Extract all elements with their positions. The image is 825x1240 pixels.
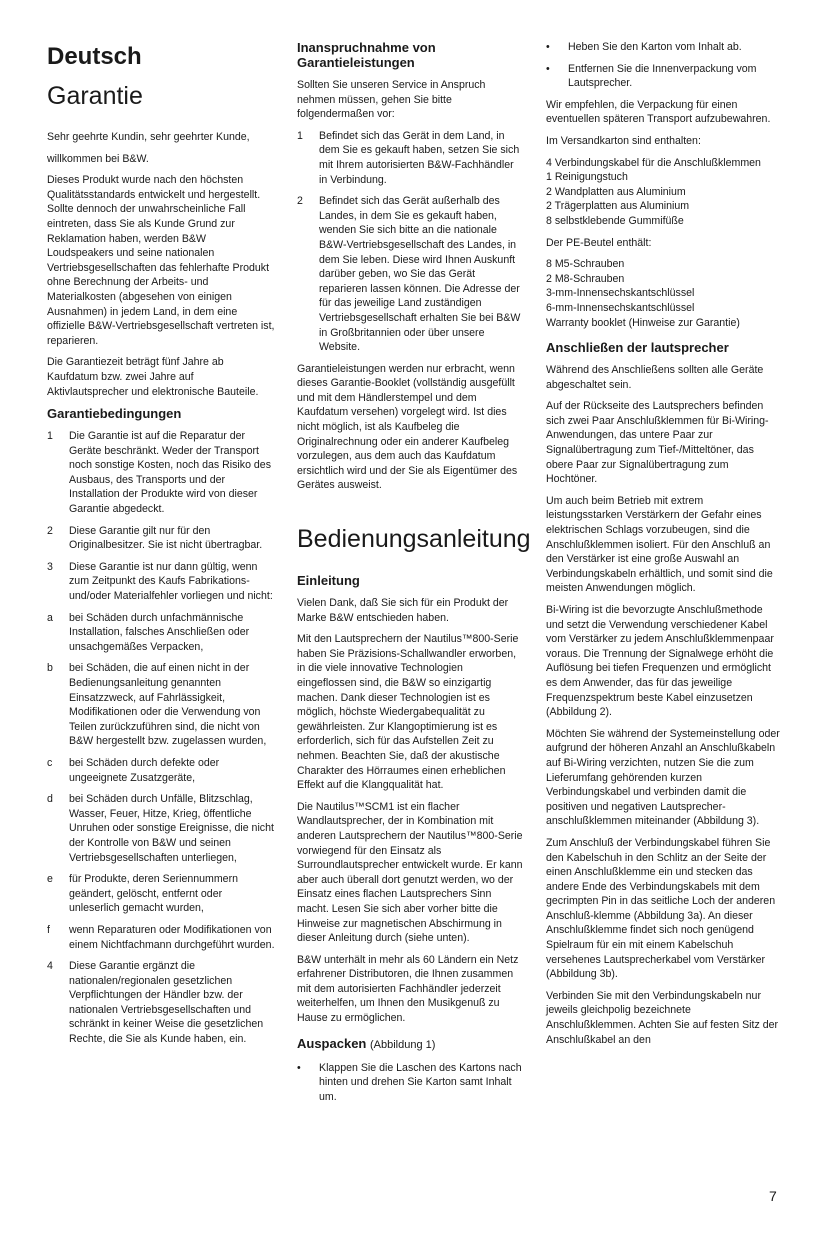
list-marker: 1 (47, 430, 53, 443)
list-marker: d (47, 793, 53, 806)
heading-text: Auspacken (297, 1035, 367, 1051)
bullet-item (546, 40, 780, 55)
list-item (47, 429, 275, 517)
list-text: Diese Garantie ist nur dann gültig, wenn zum Zeitpunkt des Kaufs Fabrikations- und/oder Materialfehler vorliegen und nicht: (69, 560, 273, 603)
paragraph: Sehr geehrte Kundin, sehr geehrter Kunde, (47, 131, 250, 143)
heading-auspacken (297, 1036, 523, 1053)
column-2 (297, 40, 531, 1111)
paragraph: Verbinden Sie mit den Verbindungskabeln nur jeweils gleichpolig bezeichnete Anschlußklemmen. Achten Sie auf festen Sitz der Anschlußkabel an den (546, 989, 779, 1046)
list-marker: 2 (47, 524, 53, 537)
list-item (47, 872, 275, 916)
list-marker: 3 (47, 560, 53, 573)
list-marker: b (47, 662, 53, 675)
bullet-marker: • (546, 41, 550, 53)
list-marker: c (47, 756, 53, 769)
heading-einleitung: Einleitung (297, 573, 360, 589)
paragraph: Dieses Produkt wurde nach den höchsten Qualitätsstandards entwickelt und hergestellt. Sollte dennoch der unwahrscheinliche Fall eintreten, dass Sie als Kunde Grund zur Reklamation haben, werden B&W Loudspeakers und seine nationalen Vertriebsgesellschaften das fehlerhafte Produkt ohne Berechnung der Arbeits- und Materialkosten (abgesehen von einigen Ausnahmen) in jedem Land, in dem eine offizielle B&W-Vertriebsgesellschaft vertreten ist, reparieren. (47, 174, 275, 347)
list-item (47, 792, 275, 865)
content-line: Warranty booklet (Hinweise zur Garantie) (546, 316, 740, 329)
heading-garantiebedingungen: Garantiebedingungen (47, 406, 182, 422)
bullet-marker: • (297, 1061, 301, 1074)
list-text: wenn Reparaturen oder Modifikationen von einem Nichtfachmann durchgeführt wurden. (69, 923, 275, 951)
list-text: bei Schäden durch Unfälle, Blitzschlag, Wasser, Feuer, Hitze, Krieg, öffentliche Unruhen oder sonstige Ereignisse, die nicht der Kontrolle von B&W und seinen Vertriebsgesellschaften unterliegen, (69, 793, 274, 864)
content-line: 8 M5-Schrauben (546, 258, 625, 271)
paragraph: B&W unterhält in mehr als 60 Ländern ein Netz erfahrener Distributoren, die Ihnen zusammen mit dem autorisierten Fachhändler jederzeit weiterhelfen, um Ihnen den Musikgenuß zu Hause zu ermöglichen. (297, 953, 519, 1025)
list-item (47, 560, 275, 604)
list-text: Die Garantie ist auf die Reparatur der Geräte beschränkt. Weder der Transport noch sonstige Kosten, noch das Risiko des Ausbaus, des Transports und der Installation der Produkte wird von dieser Garantie abgedeckt. (69, 430, 271, 516)
content-line: 1 Reinigungstuch (546, 171, 628, 184)
list-marker: e (47, 873, 53, 886)
bullet-item (546, 62, 780, 91)
page-number: 7 (769, 1188, 777, 1204)
list-text: Heben Sie den Karton vom Inhalt ab. (568, 41, 742, 53)
paragraph: Vielen Dank, daß Sie sich für ein Produkt der Marke B&W entschieden haben. (297, 597, 509, 624)
list-item (47, 923, 275, 952)
list-item (47, 524, 275, 553)
paragraph: Die Nautilus™SCM1 ist ein flacher Wandlautsprecher, der in Kombination mit anderen Lautsprechern der Nautilus™800-Serie vorwiegend für den Einsatz als Surroundlautsprecher entwickelt wurde. Er kann aber auch überall dort genutzt werden, wo der Einsatz eines flachen Lautsprechers Sinn macht. Lesen Sie sich aber vorher bitte die Hinweise zur magnetischen Abschirmung in dieser Anleitung durch (siehe unten). (297, 800, 523, 945)
conditions-list (47, 429, 275, 1047)
content-line: 6-mm-Innensechskantschlüssel (546, 301, 695, 314)
list-text: für Produkte, deren Seriennummern geändert, gelöscht, entfernt oder unleserlich gemacht wurden, (69, 873, 238, 915)
content-line: 2 Trägerplatten aus Aluminium (546, 200, 690, 213)
list-text: bei Schäden durch unfachmännische Installation, falsches Anschließen oder unsachgemäßes Verpacken, (69, 611, 250, 653)
paragraph: Um auch beim Betrieb mit extrem leistungsstarken Verstärkern der Gefahr eines elektrischen Schlags vorzubeugen, sind die Anschlußklemmen isoliert. Für den Anschluß an den Verstärker ist eine große Auswahl an Verbindungskabeln erhältlich, und somit sind die meisten Anwendungen möglich. (546, 494, 773, 595)
content-line: 2 M8-Schrauben (546, 272, 625, 285)
content-line: 8 selbstklebende Gummifüße (546, 214, 684, 227)
column-3 (546, 40, 780, 1054)
list-marker: 4 (47, 960, 53, 973)
carton-contents (546, 156, 780, 229)
paragraph: Der PE-Beutel enthält: (546, 236, 652, 249)
paragraph: Mit den Lautsprechern der Nautilus™800-Serie haben Sie Präzisions-Schallwandler erworben, in die viele innovative Technologien eingeflossen sind, die B&W so einzigartig machen. Dank dieser Technologien ist es möglich, höchste Wiedergabequalität zu gewährleisten. Zur Klangoptimierung ist es erforderlich, sich für das Aufstellen Zeit zu nehmen. Beachten Sie, daß der akustische Charakter des Hörraumes einen erheblichen Effekt auf die Klangqualität hat. (297, 633, 519, 792)
list-text: Diese Garantie ergänzt die nationalen/regionalen gesetzlichen Verpflichtungen der Händler bzw. der nationalen Vertriebsgesellschaften und schränkt in keiner Weise die gesetzlichen Rechte, die Sie als Kunde haben, ein. (69, 960, 264, 1046)
list-marker: f (47, 923, 50, 936)
service-steps-list (297, 129, 523, 355)
list-text: Entfernen Sie die Innenverpackung vom Lautsprecher. (568, 62, 757, 90)
paragraph: Zum Anschluß der Verbindungskabel führen Sie den Kabelschuh in den Schlitz an der Seite der einen Anschlußklemme ein und stecken das andere Ende des Verbindungskabels mit dem gecrimpten Pin in das seitliche Loch der anderen Anschluß-klemme (Abbildung 3a). An dieser Anschlußklemme findet sich noch genügend Spielraum für ein mit einem Kabelschuh versehenes Lautsprecherkabel vom Verstärker (Abbildung 3b). (546, 836, 776, 981)
paragraph: Möchten Sie während der Systemeinstellung oder aufgrund der höheren Anzahl an Anschlußkabeln auf Bi-Wiring verzichten, nutzen Sie die zum Lieferumfang gehörenden kurzen Verbindungskabel und verbinden damit die positiven und negativen Lautsprecher-anschlußklemmen miteinander (Abbildung 3). (546, 727, 780, 828)
list-item (47, 959, 275, 1047)
list-text: Befindet sich das Gerät in dem Land, in dem Sie es gekauft haben, setzen Sie sich mit Ihrem autorisierten B&W-Fachhändler in Verbindung. (319, 129, 520, 186)
bullet-marker: • (546, 62, 550, 75)
section-title-bedienungsanleitung: Bedienungsanleitung (297, 525, 531, 554)
paragraph: Garantieleistungen werden nur erbracht, wenn dieses Garantie-Booklet (vollständig ausgefüllt und mit dem Händlerstempel und dem Kaufdatum versehen) vorgelegt wird. Ist dies nicht möglich, ist als Kaufbeleg die Originalrechnung oder ein anderer Kaufbeleg vorzulegen, aus dem auch das Kaufdatum ersichtlich wird und der Sie als Eigentümer des Gerätes ausweist. (297, 362, 518, 492)
content-line: 3-mm-Innensechskantschlüssel (546, 287, 695, 300)
section-title-garantie: Garantie (47, 82, 143, 110)
content-line: 4 Verbindungskabel für die Anschlußklemmen (546, 156, 761, 169)
list-text: bei Schäden, die auf einen nicht in der Bedienungsanleitung genannten Einsatzzweck, auf Fahrlässigkeit, Modifikationen oder die Verwendung von Teilen zurückzuführen sind, die nicht von B&W hergestellt bzw. zugelassen wurden, (69, 662, 267, 748)
heading-anschliessen: Anschließen der lautsprecher (546, 340, 729, 356)
paragraph: willkommen bei B&W. (47, 152, 149, 165)
list-item (47, 661, 275, 749)
list-marker: 1 (297, 129, 303, 142)
column-1 (47, 40, 275, 1054)
list-marker: 2 (297, 195, 303, 208)
paragraph: Sollten Sie unseren Service in Anspruch nehmen müssen, gehen Sie bitte folgendermaßen vor: (297, 79, 486, 121)
content-line: 2 Wandplatten aus Aluminium (546, 185, 686, 198)
heading-inanspruchnahme: Inanspruchnahme von Garantieleistungen (297, 40, 436, 70)
paragraph: Die Garantiezeit beträgt fünf Jahre ab Kaufdatum bzw. zwei Jahre auf Aktivlautsprecher und elektronische Bauteile. (47, 356, 259, 398)
list-item (297, 129, 523, 187)
paragraph: Im Versandkarton sind enthalten: (546, 134, 701, 147)
paragraph: Wir empfehlen, die Verpackung für einen eventuellen späteren Transport aufzubewahren. (546, 98, 771, 126)
list-item (47, 611, 275, 655)
bag-contents (546, 257, 780, 330)
paragraph: Während des Anschließens sollten alle Geräte abgeschaltet sein. (546, 364, 764, 391)
paragraph: Bi-Wiring ist die bevorzugte Anschlußmethode und setzt die Verwendung verschiedener Kabel vom Verstärker zu jedem Anschlußklemmenpaar voraus. Die Trennung der Signalwege erhöht die Auflösung bei tiefen Frequenzen und ermöglicht es dem Anwender, das für das jeweilige Frequenzspektrum beste Kabel einzusetzen (Abbildung 2). (546, 604, 774, 719)
list-marker: a (47, 611, 53, 624)
list-text: Klappen Sie die Laschen des Kartons nach hinten und drehen Sie Karton samt Inhalt um. (319, 1061, 522, 1103)
language-heading: Deutsch (47, 43, 142, 70)
paragraph: Auf der Rückseite des Lautsprechers befinden sich zwei Paar Anschlußklemmen für Bi-Wiring-Anwendungen, das untere Paar zur Signalübertragung zum Tief-/Mitteltöner, das obere Paar zur Signalübertragung zum Hochtöner. (546, 400, 769, 486)
list-text: Diese Garantie gilt nur für den Originalbesitzer. Sie ist nicht übertragbar. (69, 524, 263, 552)
list-text: bei Schäden durch defekte oder ungeeignete Zusatzgeräte, (69, 756, 220, 784)
list-text: Befindet sich das Gerät außerhalb des Landes, in dem Sie es gekauft haben, wenden Sie sich bitte an die nationale B&W-Vertriebsgesellschaft des Landes, in dem Sie leben. Diese wird Ihnen Auskunft darüber geben, wo Sie das Gerät reparieren lassen können. Die Adresse der für das jeweilige Land zuständigen Vertriebsgesellschaft erhalten Sie bei B&W in Großbritannien oder über unsere Website. (319, 195, 521, 354)
bullet-item (297, 1061, 523, 1105)
figure-reference: (Abbildung 1) (370, 1038, 436, 1051)
list-item (297, 194, 523, 355)
list-item (47, 756, 275, 785)
